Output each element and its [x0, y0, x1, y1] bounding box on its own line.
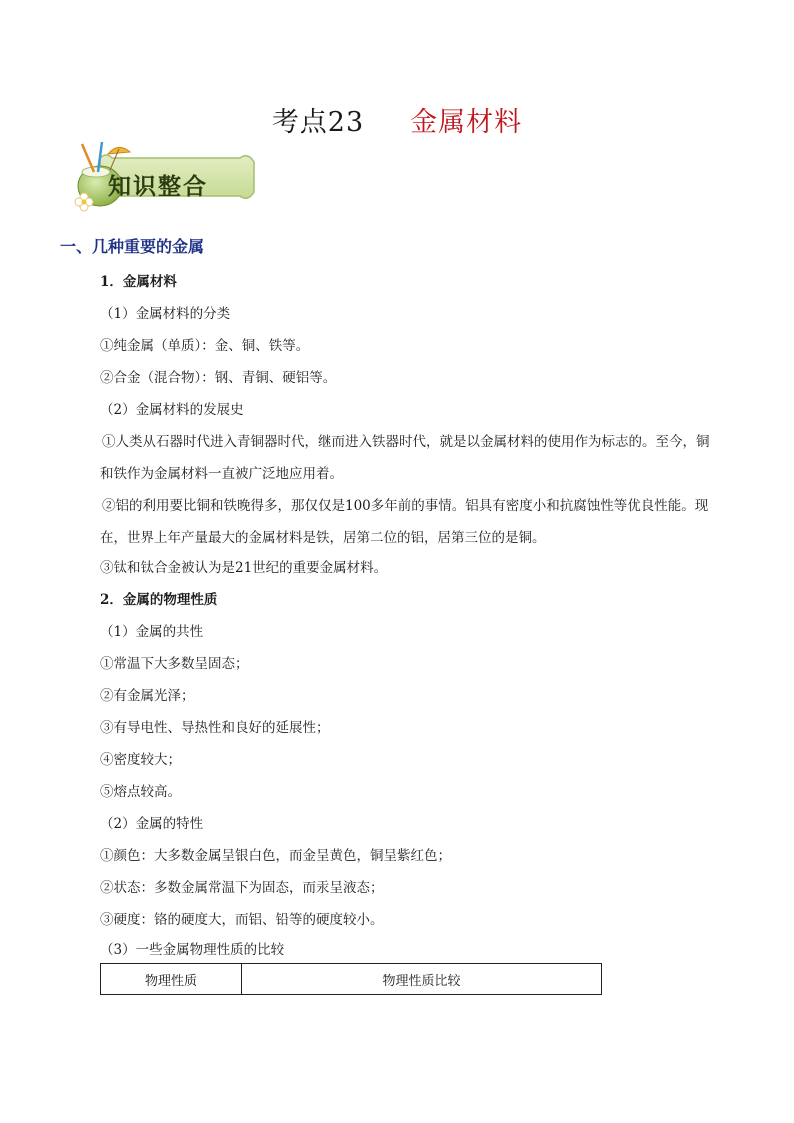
common-prop-4: ④密度较大；	[100, 752, 181, 768]
common-prop-2: ②有金属光泽；	[100, 688, 195, 704]
special-props-title: （2）金属的特性	[100, 816, 204, 832]
history-paragraph-1: ①人类从石器时代进入青铜器时代，继而进入铁器时代，就是以金属材料的使用作为标志的。至今，铜和铁作为金属材料一直被广泛地应用着。	[100, 434, 710, 482]
comparison-title: （3）一些金属物理性质的比较	[100, 942, 285, 958]
common-prop-1: ①常温下大多数呈固态；	[100, 656, 249, 672]
page-title	[0, 100, 794, 139]
common-prop-3: ③有导电性、导热性和良好的延展性；	[100, 720, 330, 736]
titanium-line: ③钛和钛合金被认为是21世纪的重要金属材料。	[100, 560, 388, 576]
sub-heading-1: 1．金属材料	[100, 274, 177, 290]
pure-metal-line: ①纯金属（单质）：金、铜、铁等。	[100, 338, 310, 354]
section-heading: 一、几种重要的金属	[60, 237, 205, 256]
banner-label: 知识整合	[108, 173, 208, 200]
common-prop-5: ⑤熔点较高。	[100, 784, 181, 800]
special-prop-1: ①颜色：大多数金属呈银白色，而金呈黄色，铜呈紫红色；	[100, 848, 451, 864]
table-header-comparison: 物理性质比较	[242, 964, 602, 995]
history-paragraph-2: ②铝的利用要比铜和铁晚得多，那仅仅是100多年前的事情。铝具有密度小和抗腐蚀性等优良性能。现在，世界上年产量最大的金属材料是铁，居第二位的铝，居第三位的是铜。	[100, 498, 709, 546]
table-header-property: 物理性质	[101, 964, 242, 995]
comparison-table	[100, 963, 602, 995]
common-props-title: （1）金属的共性	[100, 624, 204, 640]
title-main: 金属材料	[410, 107, 523, 138]
classification-title: （1）金属材料的分类	[100, 306, 231, 322]
sub-heading-2: 2．金属的物理性质	[100, 592, 218, 608]
special-prop-3: ③硬度：铬的硬度大，而铝、铅等的硬度较小。	[100, 912, 384, 928]
history-title: （2）金属材料的发展史	[100, 402, 244, 418]
title-prefix: 考点23	[271, 107, 365, 138]
alloy-line: ②合金（混合物）：钢、青铜、硬铝等。	[100, 370, 337, 386]
table-row	[101, 964, 602, 995]
special-prop-2: ②状态：多数金属常温下为固态，而汞呈液态；	[100, 880, 384, 896]
